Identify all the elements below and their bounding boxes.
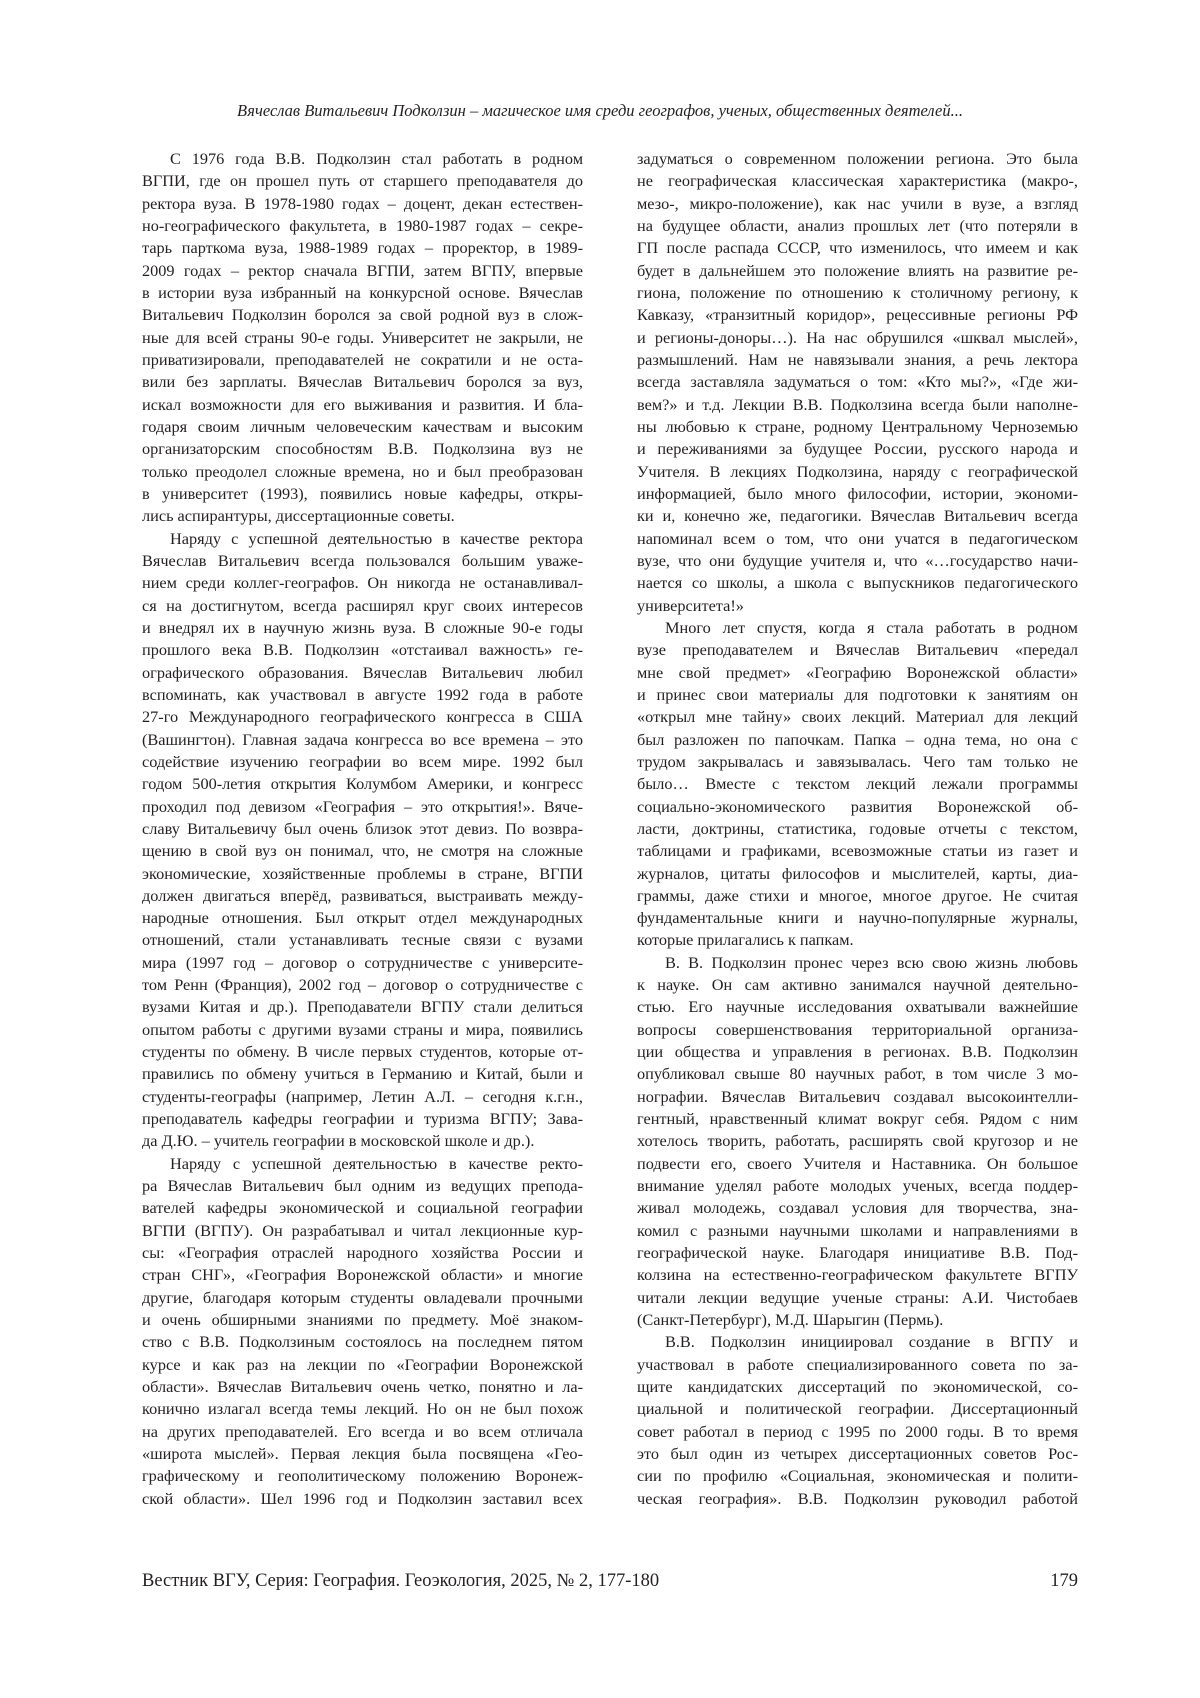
text-line: конично излагал всегда темы лекций. Но он не был похож [142,1398,583,1420]
text-line: граммы, даже стихи и многое, многое другое. Не считая [637,885,1078,907]
text-line: экономические, хозяйственные проблемы в стране, ВГПИ [142,863,583,885]
text-line: задуматься о современном положении региона. Это была [637,148,1078,170]
paragraph [637,1331,1078,1510]
text-line: информацией, было много философии, истории, экономи- [637,483,1078,505]
text-line: и регионы-доноры…). На нас обрушился «шквал мыслей», [637,327,1078,349]
text-line: всегда заставляла задуматься о том: «Кто мы?», «Где жи- [637,371,1078,393]
text-line: но-географического факультета, в 1980-1987 годах – секре- [142,215,583,237]
text-line: и принес свои материалы для подготовки к занятиям он [637,684,1078,706]
text-line: Учителя. В лекциях Подколзина, наряду с географической [637,461,1078,483]
text-line: опытом работы с другими вузами страны и мира, появились [142,1019,583,1041]
text-line: должен двигаться вперёд, развиваться, выстраивать между- [142,885,583,907]
footer-journal-citation: Вестник ВГУ, Серия: География. Геоэкология, 2025, № 2, 177-180 [142,1571,659,1592]
text-line: циальной и политической географии. Диссертационный [637,1398,1078,1420]
text-line: совет работал в период с 1995 по 2000 годы. В то время [637,1421,1078,1443]
text-line: вателей кафедры экономической и социальной географии [142,1197,583,1219]
text-line: вузе, что они будущие учителя и, что «…государство начи- [637,550,1078,572]
text-line: комил с разными научными школами и направлениями в [637,1220,1078,1242]
text-line: и очень обширными знаниями по предмету. Моё знаком- [142,1309,583,1331]
paragraph [142,148,583,528]
paragraph [142,1153,583,1510]
text-line: вспоминать, как участвовал в августе 1992 года в работе [142,684,583,706]
text-line: нием среди коллег-географов. Он никогда не останавливал- [142,572,583,594]
text-line: Вячеслав Витальевич всегда пользовался большим уваже- [142,550,583,572]
text-line: стран СНГ», «География Воронежской области» и многие [142,1264,583,1286]
text-line: другие, благодаря которым студенты овладевали прочными [142,1287,583,1309]
text-line: Кавказу, «транзитный коридор», рецессивные регионы РФ [637,304,1078,326]
text-line: да Д.Ю. – учитель географии в московской школе и др.). [142,1130,583,1152]
text-line: ской области». Шел 1996 год и Подколзин заставил всех [142,1488,583,1510]
text-line: проходил под девизом «География – это открытия!». Вяче- [142,796,583,818]
text-line: годом 500-летия открытия Колумбом Америки, и конгресс [142,773,583,795]
text-line: области». Вячеслав Витальевич очень четко, понятно и ла- [142,1376,583,1398]
text-line: только преодолел сложные времена, но и был преобразован [142,461,583,483]
text-line: ции общества и управления в регионах. В.В. Подколзин [637,1041,1078,1063]
text-line: напоминал всем о том, что они учатся в педагогическом [637,528,1078,550]
text-line: организаторским способностям В.В. Подколзина вуз не [142,438,583,460]
text-line: которые прилагались к папкам. [637,929,1078,951]
text-line: ректора вуза. В 1978-1980 годах – доцент, декан естествен- [142,193,583,215]
paragraph [637,952,1078,1332]
text-line: на других преподавателей. Его всегда и во всем отличала [142,1421,583,1443]
text-line: народные отношения. Был открыт отдел международных [142,907,583,929]
paragraph [637,617,1078,952]
text-line: географической науке. Благодаря инициативе В.В. Под- [637,1242,1078,1264]
text-line: прошлого века В.В. Подколзин «отстаивал важность» ге- [142,639,583,661]
text-line: к науке. Он сам активно занимался научной деятельно- [637,974,1078,996]
text-line: отношений, стали устанавливать тесные связи с вузами [142,929,583,951]
text-line: вузе преподавателем и Вячеслав Витальевич «передал [637,639,1078,661]
text-line: С 1976 года В.В. Подколзин стал работать в родном [142,148,583,170]
text-line: нается со школы, а школа с выпускников педагогического [637,572,1078,594]
page-number: 179 [1040,1571,1078,1592]
paragraph [142,528,583,1153]
text-line: содействие изучению географии во всем мире. 1992 был [142,751,583,773]
text-line: ки и, конечно же, педагогики. Вячеслав Витальевич всегда [637,505,1078,527]
text-line: приватизировали, преподавателей не сократили и не оста- [142,349,583,371]
text-line: Наряду с успешной деятельностью в качестве ректо- [142,1153,583,1175]
right-column [637,148,1078,1510]
text-line: искал возможности для его выживания и развития. И бла- [142,394,583,416]
text-line: ГП после распада СССР, что изменилось, что имеем и как [637,237,1078,259]
text-line: сии по профилю «Социальная, экономическая и полити- [637,1465,1078,1487]
text-line: вили без зарплаты. Вячеслав Витальевич боролся за вуз, [142,371,583,393]
text-line: лись аспирантуры, диссертационные советы. [142,505,583,527]
text-line: (Санкт-Петербург), М.Д. Шарыгин (Пермь). [637,1309,1078,1331]
text-line: курсе и как раз на лекции по «Географии Воронежской [142,1354,583,1376]
text-line: ся на достигнутом, всегда расширял круг своих интересов [142,595,583,617]
text-line: и внедрял их в научную жизнь вуза. В сложные 90-е годы [142,617,583,639]
text-line: вем?» и т.д. Лекции В.В. Подколзина всегда были наполне- [637,394,1078,416]
text-line: В. В. Подколзин пронес через всю свою жизнь любовь [637,952,1078,974]
text-line: мира (1997 год – договор о сотрудничестве с университе- [142,952,583,974]
text-line: в истории вуза избранный на конкурсной основе. Вячеслав [142,282,583,304]
text-line: в университет (1993), появились новые кафедры, откры- [142,483,583,505]
text-line: славу Витальевичу был очень близок этот девиз. По возвра- [142,818,583,840]
text-line: Витальевич Подколзин боролся за свой родной вуз в слож- [142,304,583,326]
text-line: университета!» [637,595,1078,617]
text-line: ВГПИ, где он прошел путь от старшего преподавателя до [142,170,583,192]
text-line: гиона, положение по отношению к столичному региону, к [637,282,1078,304]
text-line: графическому и геополитическому положению Воронеж- [142,1465,583,1487]
text-line: годаря своим личным человеческим качествам и высоким [142,416,583,438]
text-line: был разложен по папочкам. Папка – одна тема, но она с [637,729,1078,751]
text-line: правились по обмену учиться в Германию и Китай, были и [142,1063,583,1085]
text-line: и переживаниями за будущее России, русского народа и [637,438,1078,460]
text-line: 2009 годах – ректор сначала ВГПИ, затем ВГПУ, впервые [142,260,583,282]
text-line: будет в дальнейшем это положение влиять на развитие ре- [637,260,1078,282]
text-line: «широта мыслей». Первая лекция была посвящена «Гео- [142,1443,583,1465]
text-line: тарь парткома вуза, 1988-1989 годах – проректор, в 1989- [142,237,583,259]
text-line: ны любовью к стране, родному Центральному Черноземью [637,416,1078,438]
text-line: мне свой предмет» «Географию Воронежской области» [637,662,1078,684]
text-line: ласти, доктрины, статистика, годовые отчеты с текстом, [637,818,1078,840]
text-line: было… Вместе с текстом лекций лежали программы [637,773,1078,795]
text-line: таблицами и графиками, всевозможные статьи из газет и [637,840,1078,862]
text-line: вопросы совершенствования территориальной организа- [637,1019,1078,1041]
text-line: подвести его, своего Учителя и Наставника. Он большое [637,1153,1078,1175]
text-line: не географическая классическая характеристика (макро-, [637,170,1078,192]
text-line: живал молодежь, создавал условия для творчества, зна- [637,1197,1078,1219]
text-line: фундаментальные книги и научно-популярные журналы, [637,907,1078,929]
text-line: преподаватель кафедры географии и туризма ВГПУ; Зава- [142,1108,583,1130]
text-line: студенты-географы (например, Летин А.Л. – сегодня к.г.н., [142,1086,583,1108]
text-line: нографии. Вячеслав Витальевич создавал высокоинтелли- [637,1086,1078,1108]
text-line: студенты по обмену. В числе первых студентов, которые от- [142,1041,583,1063]
text-line: ные для всей страны 90-е годы. Университет не закрыли, не [142,327,583,349]
text-line: хотелось творить, работать, расширять свой кругозор и не [637,1130,1078,1152]
text-line: ческая география». В.В. Подколзин руководил работой [637,1488,1078,1510]
text-line: ографического образования. Вячеслав Витальевич любил [142,662,583,684]
text-line: вузами Китая и др.). Преподаватели ВГПУ стали делиться [142,996,583,1018]
text-line: Наряду с успешной деятельностью в качестве ректора [142,528,583,550]
text-line: щению в свой вуз он понимал, что, не смотря на сложные [142,840,583,862]
text-line: ВГПИ (ВГПУ). Он разрабатывал и читал лекционные кур- [142,1220,583,1242]
text-line: В.В. Подколзин инициировал создание в ВГПУ и [637,1331,1078,1353]
text-line: (Вашингтон). Главная задача конгресса во все времена – это [142,729,583,751]
text-line: опубликовал свыше 80 научных работ, в том числе 3 мо- [637,1063,1078,1085]
text-line: колзина на естественно-географическом факультете ВГПУ [637,1264,1078,1286]
text-line: журналов, цитаты философов и мыслителей, карты, диа- [637,863,1078,885]
text-line: трудом закрывалась и завязывалась. Чего там только не [637,751,1078,773]
text-line: социально-экономического развития Воронежской об- [637,796,1078,818]
text-line: том Ренн (Франция), 2002 год – договор о сотрудничестве с [142,974,583,996]
text-line: размышлений. Нам не навязывали знания, а речь лектора [637,349,1078,371]
text-line: сы: «География отраслей народного хозяйства России и [142,1242,583,1264]
text-line: ра Вячеслав Витальевич был одним из ведущих препода- [142,1175,583,1197]
text-line: гентный, нравственный климат вокруг себя. Рядом с ним [637,1108,1078,1130]
running-head: Вячеслав Витальевич Подколзин – магическое имя среди географов, ученых, общественных деятелей... [0,101,1200,121]
text-line: Много лет спустя, когда я стала работать в родном [637,617,1078,639]
paragraph [637,148,1078,617]
text-line: участвовал в работе специализированного совета по за- [637,1354,1078,1376]
text-line: на будущее области, анализ прошлых лет (что потеряли в [637,215,1078,237]
text-line: 27-го Международного географического конгресса в США [142,706,583,728]
text-line: ство с В.В. Подколзиным состоялось на последнем пятом [142,1331,583,1353]
text-line: «открыл мне тайну» своих лекций. Материал для лекций [637,706,1078,728]
text-line: внимание уделял работе молодых ученых, всегда поддер- [637,1175,1078,1197]
text-line: читали лекции ведущие ученые страны: А.И. Чистобаев [637,1287,1078,1309]
text-line: мезо-, микро-положение), как нас учили в вузе, а взгляд [637,193,1078,215]
text-line: стью. Его научные исследования охватывали важнейшие [637,996,1078,1018]
left-column [142,148,583,1510]
text-line: это был один из четырех диссертационных советов Рос- [637,1443,1078,1465]
text-line: щите кандидатских диссертаций по экономической, со- [637,1376,1078,1398]
